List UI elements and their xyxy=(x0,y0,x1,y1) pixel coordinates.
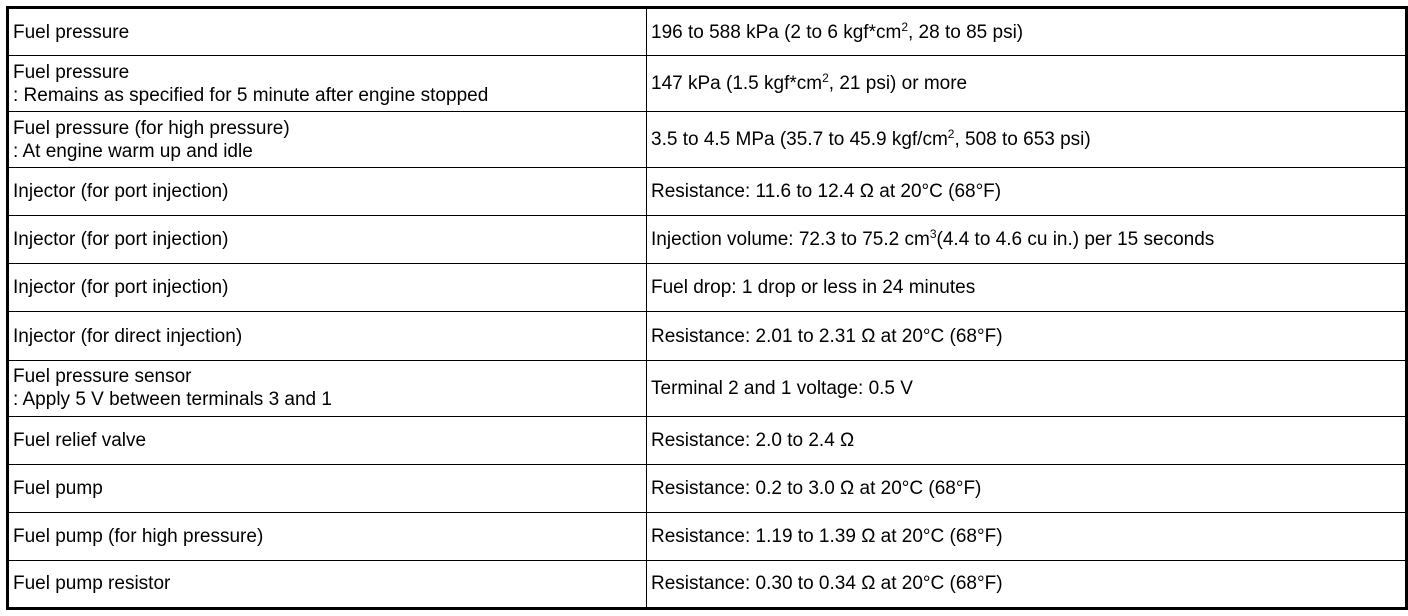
table-row xyxy=(8,464,1407,512)
item-cell xyxy=(8,216,647,264)
item-cell xyxy=(8,8,647,56)
value-cell xyxy=(647,464,1407,512)
table-row xyxy=(8,8,1407,56)
item-line: Fuel pump xyxy=(13,477,103,499)
table-row xyxy=(8,416,1407,464)
value-cell xyxy=(647,360,1407,416)
item-condition-line: : At engine warm up and idle xyxy=(13,140,253,162)
value-text: Fuel drop: 1 drop or less in 24 minutes xyxy=(651,277,976,299)
item-cell xyxy=(8,264,647,312)
value-cell xyxy=(647,512,1407,560)
item-line: Fuel pump (for high pressure) xyxy=(13,525,264,547)
item-condition-line: : Remains as specified for 5 minute after engine stopped xyxy=(13,84,489,106)
item-line: Fuel pressure sensor xyxy=(13,366,192,388)
value-text-suffix: , 508 to 653 psi) xyxy=(954,129,1091,151)
item-line: Injector (for direct injection) xyxy=(13,325,243,347)
value-superscript: 2 xyxy=(947,127,955,142)
table-row xyxy=(8,264,1407,312)
item-cell xyxy=(8,112,647,168)
value-superscript: 2 xyxy=(901,19,908,34)
value-text: 3.5 to 4.5 MPa (35.7 to 45.9 kgf/cm xyxy=(651,129,948,151)
table-row xyxy=(8,168,1407,216)
value-text: Resistance: 0.30 to 0.34 Ω at 20°C (68°F) xyxy=(651,573,1003,595)
item-cell xyxy=(8,464,647,512)
value-text-suffix: , 21 psi) or more xyxy=(828,73,968,95)
value-text-suffix: , 28 to 85 psi) xyxy=(908,21,1024,43)
table-row xyxy=(8,360,1407,416)
item-cell xyxy=(8,416,647,464)
value-text: Resistance: 0.2 to 3.0 Ω at 20°C (68°F) xyxy=(651,477,982,499)
item-line: Fuel pressure xyxy=(13,21,130,43)
value-text: Injection volume: 72.3 to 75.2 cm xyxy=(651,229,930,251)
value-cell xyxy=(647,416,1407,464)
item-cell xyxy=(8,312,647,360)
value-text: Resistance: 1.19 to 1.39 Ω at 20°C (68°F) xyxy=(651,525,1003,547)
fuel-system-spec-table xyxy=(6,6,1408,610)
table-row xyxy=(8,56,1407,112)
table-row xyxy=(8,216,1407,264)
table-row xyxy=(8,112,1407,168)
item-line: Injector (for port injection) xyxy=(13,277,229,299)
table-row xyxy=(8,512,1407,560)
item-line: Injector (for port injection) xyxy=(13,181,229,203)
value-cell xyxy=(647,312,1407,360)
item-line: Fuel pressure (for high pressure) xyxy=(13,117,290,139)
item-line: Fuel pressure xyxy=(13,61,130,83)
value-text: Resistance: 2.0 to 2.4 Ω xyxy=(651,429,855,451)
value-cell xyxy=(647,264,1407,312)
value-text: 196 to 588 kPa (2 to 6 kgf*cm xyxy=(651,21,902,43)
value-text: Terminal 2 and 1 voltage: 0.5 V xyxy=(651,377,913,399)
table-row xyxy=(8,312,1407,360)
item-cell xyxy=(8,360,647,416)
item-cell xyxy=(8,560,647,608)
item-cell xyxy=(8,512,647,560)
item-line: Fuel relief valve xyxy=(13,429,147,451)
item-line: Fuel pump resistor xyxy=(13,573,171,595)
value-superscript: 2 xyxy=(822,71,829,86)
item-line: Injector (for port injection) xyxy=(13,229,229,251)
item-cell xyxy=(8,168,647,216)
value-cell xyxy=(647,216,1407,264)
value-cell xyxy=(647,8,1407,56)
value-cell xyxy=(647,560,1407,608)
value-text: Resistance: 11.6 to 12.4 Ω at 20°C (68°F) xyxy=(651,181,1002,203)
value-text: Resistance: 2.01 to 2.31 Ω at 20°C (68°F) xyxy=(651,325,1003,347)
value-text-suffix: (4.4 to 4.6 cu in.) per 15 seconds xyxy=(936,229,1215,251)
table-row xyxy=(8,560,1407,608)
value-text: 147 kPa (1.5 kgf*cm xyxy=(651,73,823,95)
item-cell xyxy=(8,56,647,112)
value-cell xyxy=(647,112,1407,168)
value-cell xyxy=(647,168,1407,216)
value-superscript: 3 xyxy=(929,227,937,242)
value-cell xyxy=(647,56,1407,112)
item-condition-line: : Apply 5 V between terminals 3 and 1 xyxy=(13,389,332,411)
